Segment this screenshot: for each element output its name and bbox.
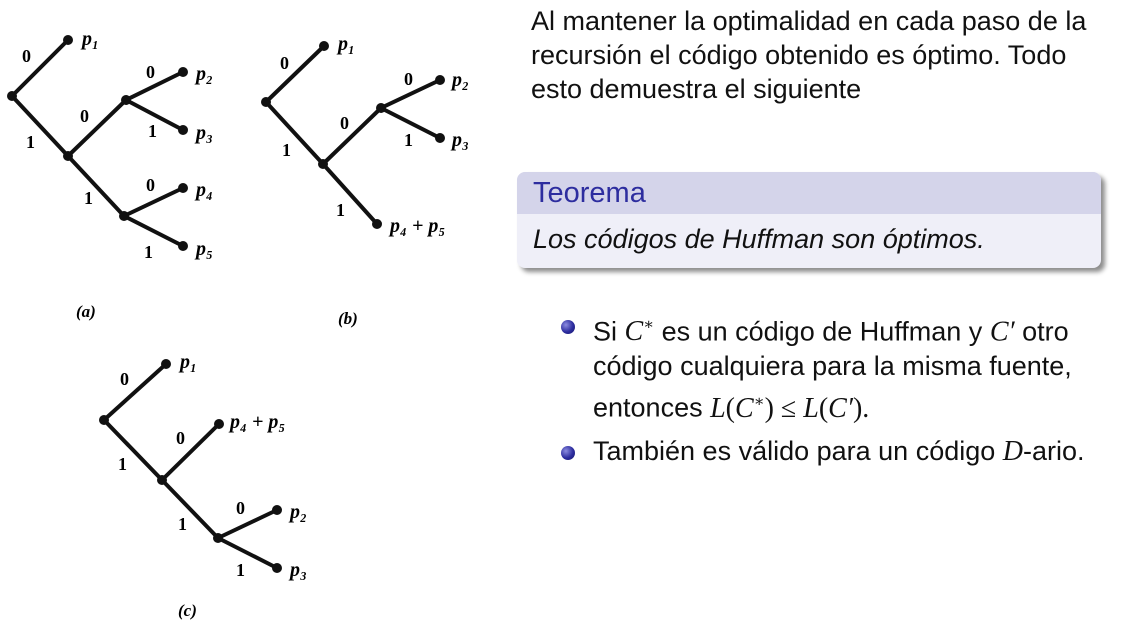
leaf-label: p₃	[196, 122, 213, 144]
edge-label: 1	[236, 560, 245, 580]
leaf-label: p₄ + p₅	[230, 411, 286, 433]
bullet-text: -ario.	[1023, 435, 1085, 466]
leaf-label: p₄ + p₅	[390, 215, 446, 237]
edge-label: 1	[118, 454, 127, 474]
math-d: D	[1002, 435, 1023, 467]
tree-c-leaf-node	[161, 359, 171, 369]
bullet-text: Si	[593, 316, 618, 347]
edge-label: 1	[336, 200, 345, 220]
edge-label: 0	[22, 46, 31, 66]
tree-c-node	[213, 533, 223, 543]
bullet-item-optimality	[561, 308, 1121, 426]
tree-a-node	[7, 91, 17, 101]
tree-a-leaf-node	[178, 183, 188, 193]
tree-b-node	[318, 159, 328, 169]
math-cstar: C∗	[624, 316, 655, 348]
tree-c-edge	[218, 510, 277, 538]
tree-a-edge	[12, 96, 68, 156]
tree-b-edge	[323, 108, 381, 164]
tree-c-edge	[104, 364, 166, 420]
leaf-label: p₅	[196, 238, 213, 260]
bullet-list	[561, 308, 1121, 477]
tree-a-edge	[124, 216, 183, 246]
tree-c-node	[99, 415, 109, 425]
edge-label: 0	[404, 69, 413, 89]
edge-label: 0	[120, 369, 129, 389]
leaf-label: p₃	[290, 559, 307, 581]
bullet-text: otro código cualquiera para la misma fuente, entonces	[593, 316, 1072, 423]
tree-c-node	[157, 475, 167, 485]
tree-b	[261, 33, 469, 328]
tree-a-leaf-node	[178, 241, 188, 251]
leaf-label: p₄	[196, 179, 213, 201]
tree-c	[99, 351, 307, 620]
bullet-dot-icon	[561, 320, 575, 334]
edge-label: 0	[280, 53, 289, 73]
tree-c-edge	[162, 480, 218, 538]
theorem-block	[517, 172, 1101, 268]
tree-c-leaf-node	[272, 563, 282, 573]
edge-label: 1	[84, 188, 93, 208]
tree-b-node	[376, 103, 386, 113]
tree-c-edge	[162, 424, 219, 480]
leaf-label: p₃	[452, 129, 469, 151]
bullet-dot-icon	[561, 446, 575, 460]
tree-b-caption: (b)	[338, 309, 358, 328]
tree-b-leaf-node	[435, 133, 445, 143]
tree-a-edge	[68, 100, 126, 156]
intro-paragraph: Al mantener la optimalidad en cada paso de la recursión el código obtenido es óptimo. Todo esto demuestra el siguiente	[531, 6, 1087, 104]
theorem-title: Teorema	[517, 172, 1101, 214]
tree-b-edge	[266, 102, 323, 164]
leaf-label: p₂	[196, 63, 213, 85]
tree-a-leaf-node	[178, 67, 188, 77]
bullet-text: También es válido para un código	[593, 435, 1003, 466]
leaf-label: p₂	[290, 501, 307, 523]
tree-a-node	[63, 151, 73, 161]
tree-b-edge	[323, 164, 377, 224]
huffman-trees-figure	[0, 0, 520, 636]
bullet-item-d-ary	[561, 434, 1121, 469]
leaf-label: p₁	[180, 351, 197, 373]
tree-b-leaf-node	[435, 75, 445, 85]
edge-label: 0	[146, 62, 155, 82]
bullet-text: es un código de Huffman y	[654, 316, 990, 347]
edge-label: 1	[178, 514, 187, 534]
edge-label: 0	[236, 498, 245, 518]
edge-label: 1	[282, 140, 291, 160]
tree-a-leaf-node	[63, 35, 73, 45]
tree-c-edge	[104, 420, 162, 480]
tree-a-node	[121, 95, 131, 105]
tree-a-edge	[12, 40, 68, 96]
tree-a-caption: (a)	[76, 302, 96, 321]
math-cprime: C′	[989, 316, 1015, 348]
tree-c-edge	[218, 538, 277, 568]
leaf-label: p₂	[452, 69, 469, 91]
edge-label: 0	[176, 428, 185, 448]
edge-label: 0	[146, 175, 155, 195]
edge-label: 0	[340, 113, 349, 133]
edge-label: 0	[80, 106, 89, 126]
math-inequality: L(C∗) ≤ L(C′).	[710, 392, 870, 424]
tree-a-edge	[68, 156, 124, 216]
leaf-label: p₁	[338, 33, 355, 55]
edge-label: 1	[404, 130, 413, 150]
tree-c-leaf-node	[272, 505, 282, 515]
leaf-label: p₁	[82, 28, 99, 50]
tree-a-node	[119, 211, 129, 221]
edge-label: 1	[26, 132, 35, 152]
tree-c-leaf-node	[214, 419, 224, 429]
tree-b-node	[261, 97, 271, 107]
tree-c-caption: (c)	[178, 601, 197, 620]
tree-b-leaf-node	[372, 219, 382, 229]
theorem-statement: Los códigos de Huffman son óptimos.	[533, 224, 985, 254]
edge-label: 1	[148, 121, 157, 141]
tree-a-leaf-node	[178, 125, 188, 135]
tree-a	[7, 28, 213, 321]
edge-label: 1	[144, 242, 153, 262]
tree-b-edge	[266, 46, 324, 102]
tree-b-leaf-node	[319, 41, 329, 51]
